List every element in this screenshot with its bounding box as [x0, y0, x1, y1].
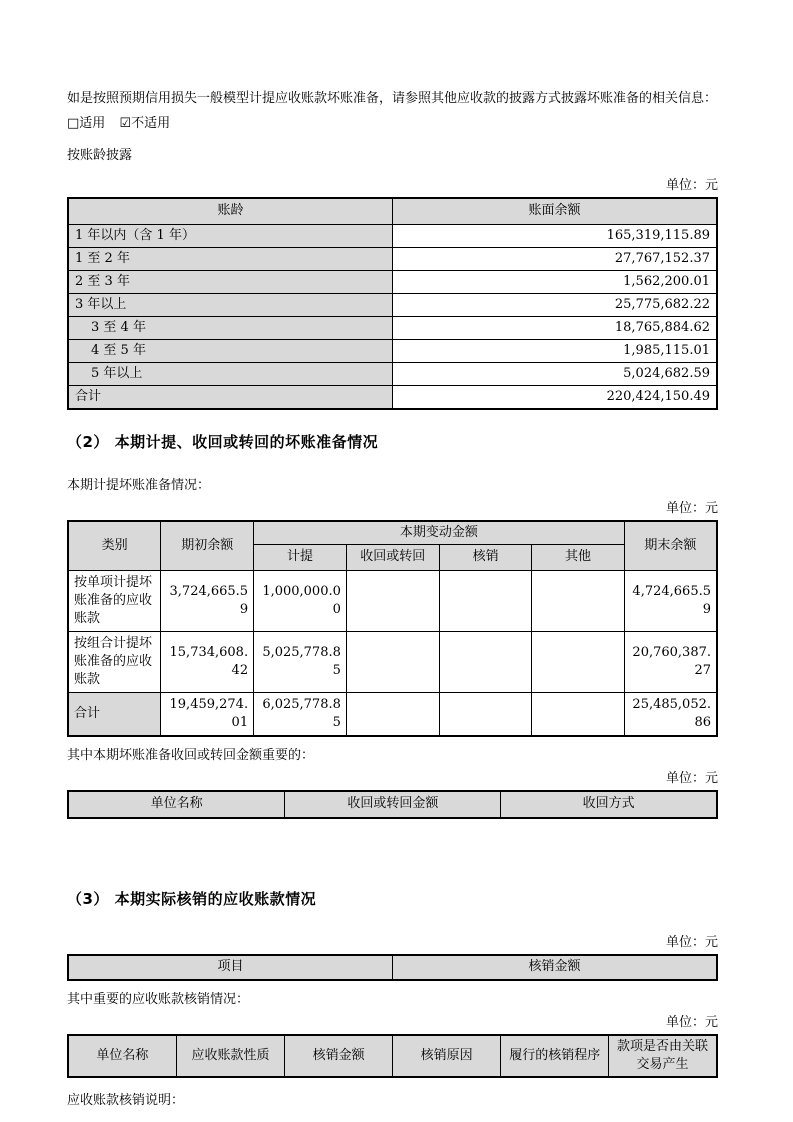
- unit-name-col-header: 单位名称: [68, 791, 285, 818]
- amount-col-header: 核销金额: [285, 1035, 393, 1077]
- writeoff-col-header: 核销: [439, 544, 532, 570]
- aging-disclosure-label: 按账龄披露: [67, 148, 133, 163]
- closing-col-header: 期末余额: [624, 521, 717, 571]
- intro-paragraph: 如是按照预期信用损失一般模型计提应收账款坏账准备，请参照其他应收款的披露方式披露坏账准备的相关信息：: [67, 91, 718, 106]
- table-total-row: [68, 692, 717, 736]
- aging-row-value: 1,562,200.01: [393, 270, 718, 293]
- unit-label-3: 单位：元: [665, 770, 718, 786]
- table-header-row: [68, 1035, 717, 1077]
- checkbox-applicable[interactable]: □适用: [67, 116, 106, 131]
- unit-label-1: 单位：元: [665, 178, 718, 193]
- recover-col-header: 收回或转回: [346, 544, 439, 570]
- recover-cell: [346, 631, 439, 692]
- recover-method-col-header: 收回方式: [501, 791, 717, 818]
- closing-cell: 25,485,052.86: [624, 692, 717, 736]
- aging-row-value: 5,024,682.59: [393, 362, 718, 385]
- table-row: [68, 293, 717, 316]
- opening-cell: 3,724,665.59: [161, 570, 254, 631]
- aging-row-label: 1 至 2 年: [68, 247, 393, 270]
- checkbox-not-applicable[interactable]: ☑不适用: [119, 116, 171, 131]
- category-col-header: 类别: [68, 521, 161, 571]
- table-row: [68, 270, 717, 293]
- recover-amount-col-header: 收回或转回金额: [285, 791, 501, 818]
- aging-row-value: 165,319,115.89: [393, 224, 718, 247]
- table-total-row: [68, 385, 717, 409]
- aging-row-label: 1 年以内（含 1 年）: [68, 224, 393, 247]
- table-row: [68, 339, 717, 362]
- table-row: [68, 570, 717, 631]
- section-2-heading: （2） 本期计提、收回或转回的坏账准备情况: [67, 432, 379, 451]
- aging-row-label: 4 至 5 年: [68, 339, 393, 362]
- applicability-line: [67, 114, 718, 133]
- writeoff-cell: [439, 692, 532, 736]
- category-cell: 按组合计提坏账准备的应收账款: [68, 631, 161, 692]
- recovery-table: [67, 790, 718, 819]
- balance-col-header: 账面余额: [393, 198, 718, 224]
- change-group-header: 本期变动金额: [254, 521, 625, 545]
- aging-row-value: 25,775,682.22: [393, 293, 718, 316]
- procedure-col-header: 履行的核销程序: [501, 1035, 609, 1077]
- table-header-row: [68, 791, 717, 818]
- closing-cell: 4,724,665.59: [624, 570, 717, 631]
- table-row: [68, 247, 717, 270]
- table-header-row: [68, 521, 717, 545]
- unit-name-col-header: 单位名称: [68, 1035, 176, 1077]
- accrual-cell: 1,000,000.00: [254, 570, 347, 631]
- recover-note: 其中本期坏账准备收回或转回金额重要的：: [67, 747, 315, 763]
- aging-col-header: 账龄: [68, 198, 393, 224]
- other-cell: [532, 692, 624, 736]
- writeoff-cell: [439, 570, 532, 631]
- aging-row-value: 18,765,884.62: [393, 316, 718, 339]
- aging-total-value: 220,424,150.49: [393, 385, 718, 409]
- opening-col-header: 期初余额: [161, 521, 254, 571]
- recover-cell: [346, 570, 439, 631]
- opening-cell: 15,734,608.42: [161, 631, 254, 692]
- related-party-col-header: 款项是否由关联交易产生: [609, 1035, 717, 1077]
- table-row: [68, 631, 717, 692]
- writeoff-table: [67, 954, 718, 981]
- total-label-cell: 合计: [68, 692, 161, 736]
- table-row: [68, 362, 717, 385]
- nature-col-header: 应收账款性质: [176, 1035, 284, 1077]
- other-col-header: 其他: [532, 544, 624, 570]
- opening-cell: 19,459,274.01: [161, 692, 254, 736]
- table-header-row: [68, 198, 717, 224]
- accrual-col-header: 计提: [254, 544, 347, 570]
- aging-row-value: 1,985,115.01: [393, 339, 718, 362]
- other-cell: [532, 570, 624, 631]
- writeoff-explanation-label: 应收账款核销说明：: [67, 1092, 185, 1108]
- table-row: [68, 316, 717, 339]
- aging-row-label: 5 年以上: [68, 362, 393, 385]
- aging-row-value: 27,767,152.37: [393, 247, 718, 270]
- reason-col-header: 核销原因: [392, 1035, 500, 1077]
- accrual-cell: 6,025,778.85: [254, 692, 347, 736]
- unit-label-4: 单位：元: [665, 934, 718, 950]
- aging-table: [67, 197, 718, 410]
- recover-cell: [346, 692, 439, 736]
- item-col-header: 项目: [68, 955, 393, 980]
- closing-cell: 20,760,387.27: [624, 631, 717, 692]
- category-cell: 按单项计提坏账准备的应收账款: [68, 570, 161, 631]
- writeoff-amount-col-header: 核销金额: [393, 955, 718, 980]
- aging-total-label: 合计: [68, 385, 393, 409]
- table-row: [68, 224, 717, 247]
- writeoff-cell: [439, 631, 532, 692]
- important-writeoff-note: 其中重要的应收账款核销情况：: [67, 991, 250, 1007]
- unit-label-5: 单位：元: [665, 1014, 718, 1030]
- accrual-cell: 5,025,778.85: [254, 631, 347, 692]
- aging-row-label: 3 至 4 年: [68, 316, 393, 339]
- other-cell: [532, 631, 624, 692]
- aging-row-label: 2 至 3 年: [68, 270, 393, 293]
- unit-label-2: 单位：元: [665, 500, 718, 516]
- provision-table: [67, 520, 718, 737]
- table-header-row: [68, 955, 717, 980]
- section-3-heading: （3） 本期实际核销的应收账款情况: [67, 889, 317, 908]
- important-writeoff-table: [67, 1034, 718, 1078]
- aging-row-label: 3 年以上: [68, 293, 393, 316]
- provision-intro: 本期计提坏账准备情况：: [67, 477, 211, 493]
